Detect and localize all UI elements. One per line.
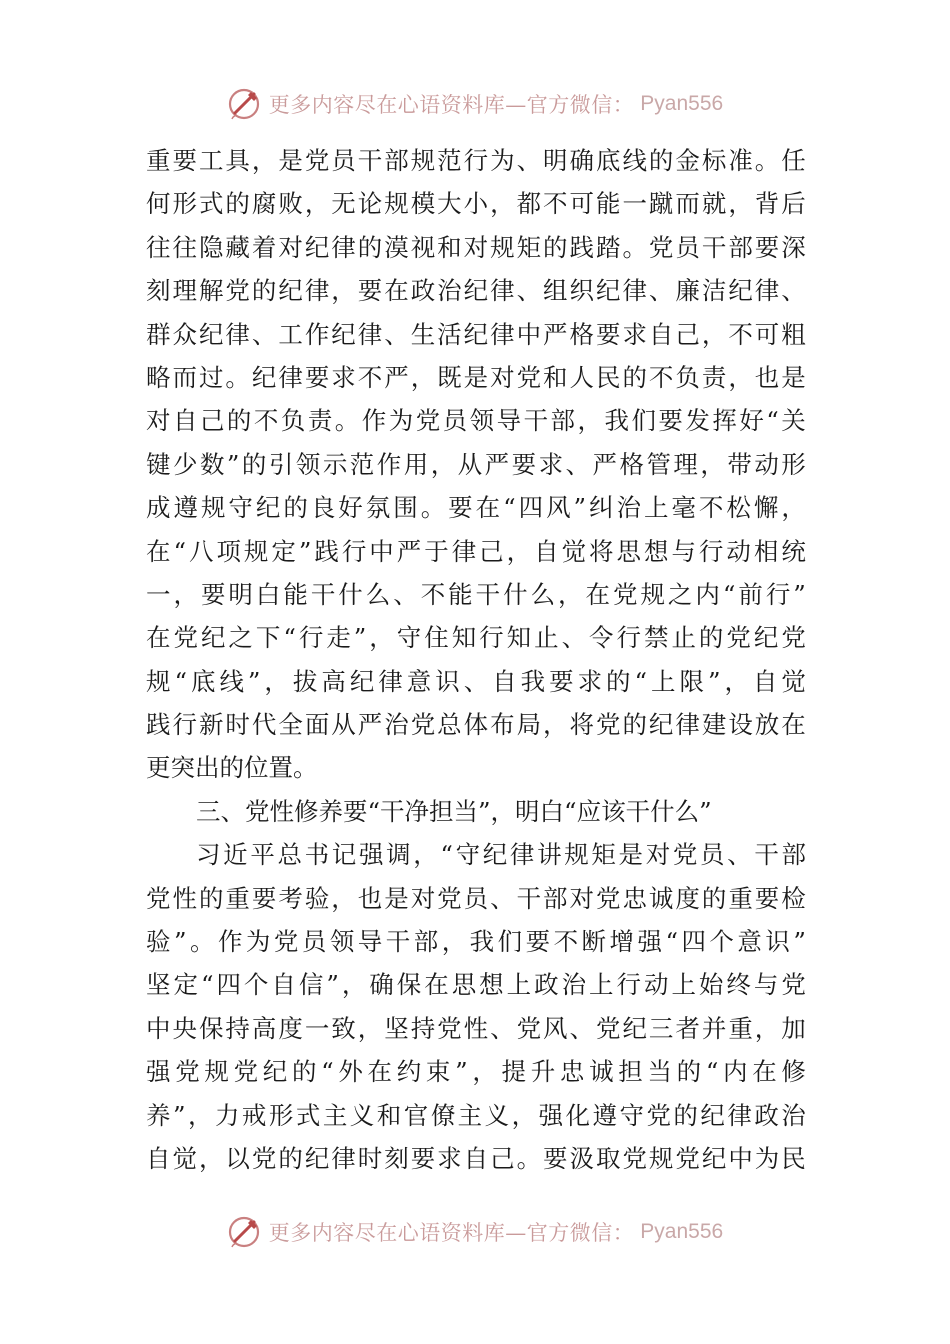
section-heading: 三、党性修养要“干净担当”，明白“应该干什么” [196,796,712,826]
text-line: 一 ， 要 明 白 能 干 什 么 、 不 能 干 什 么 ， 在 党 规 之 内 “ 前 行 ” [146,579,806,609]
wechat-id: Pyan556 [640,1220,724,1243]
document-body [146,139,806,1180]
text-line: 重 要 工 具 ， 是 党 员 干 部 规 范 行 为 、 明 确 底 线 的 金 标 准 。 任 [146,146,806,175]
text-line: 对 自 己 的 不 负 责 。 作 为 党 员 领 导 干 部 ， 我 们 要 发 挥 好 “ 关 [146,406,806,436]
text-line: 群 众 纪 律 、 工 作 纪 律 、 生 活 纪 律 中 严 格 要 求 自 己 ， 不 可 粗 [146,319,806,349]
text-line: 更突出的位置。 [146,753,318,783]
pen-logo-icon [227,86,263,122]
text-line: 自 觉 ， 以 党 的 纪 律 时 刻 要 求 自 己 。 要 汲 取 党 规 党 纪 中 为 民 [146,1143,806,1173]
text-line: 党 性 的 重 要 考 验 ， 也 是 对 党 员 、 干 部 对 党 忠 诚 度 的 重 要 检 [146,883,806,913]
text-line: 刻 理 解 党 的 纪 律 ， 要 在 政 治 纪 律 、 组 织 纪 律 、 廉 洁 纪 律 、 [146,276,806,306]
text-line: 在 “ 八 项 规 定 ” 践 行 中 严 于 律 己 ， 自 觉 将 思 想 与 行 动 相 统 [146,536,806,566]
text-line: 规 “ 底 线 ” ， 拔 高 纪 律 意 识 、 自 我 要 求 的 “ 上 限 ” ， 自 觉 [146,666,806,696]
text-line: 践 行 新 时 代 全 面 从 严 治 党 总 体 布 局 ， 将 党 的 纪 律 建 设 放 在 [146,710,806,740]
footer-banner [0,1214,950,1250]
text-line: 键 少 数 ” 的 引 领 示 范 作 用 ， 从 严 要 求 、 严 格 管 理 ， 带 动 形 [146,449,806,479]
header-banner [0,86,950,122]
pen-logo-icon [227,1214,263,1250]
banner-text: 更多内容尽在心语资料库—官方微信： [268,93,635,117]
banner-text: 更多内容尽在心语资料库—官方微信： [268,1221,635,1245]
text-line: 往 往 隐 藏 着 对 纪 律 的 漠 视 和 对 规 矩 的 践 踏 。 党 员 干 部 要 深 [146,232,806,262]
text-line: 验 ” 。 作 为 党 员 领 导 干 部 ， 我 们 要 不 断 增 强 “ 四 个 意 识 ” [146,927,806,957]
text-line: 习 近 平 总 书 记 强 调 ， “ 守 纪 律 讲 规 矩 是 对 党 员 、 干 部 [196,840,806,870]
text-line: 坚 定 “ 四 个 自 信 ” ， 确 保 在 思 想 上 政 治 上 行 动 上 始 终 与 党 [146,970,806,1000]
text-line: 强 党 规 党 纪 的 “ 外 在 约 束 ” ， 提 升 忠 诚 担 当 的 “ 内 在 修 [146,1057,806,1087]
wechat-id: Pyan556 [640,92,724,115]
text-line: 何 形 式 的 腐 败 ， 无 论 规 模 大 小 ， 都 不 可 能 一 蹴 而 就 ， 背 后 [146,189,806,219]
text-line: 在 党 纪 之 下 “ 行 走 ” ， 守 住 知 行 知 止 、 令 行 禁 止 的 党 纪 党 [146,623,806,653]
text-line: 养 ” ， 力 戒 形 式 主 义 和 官 僚 主 义 ， 强 化 遵 守 党 的 纪 律 政 治 [146,1100,806,1130]
text-line: 中 央 保 持 高 度 一 致 ， 坚 持 党 性 、 党 风 、 党 纪 三 者 并 重 ， 加 [146,1013,806,1043]
text-line: 略 而 过 。 纪 律 要 求 不 严 ， 既 是 对 党 和 人 民 的 不 负 责 ， 也 是 [146,362,806,392]
text-line: 成 遵 规 守 纪 的 良 好 氛 围 。 要 在 “ 四 风 ” 纠 治 上 毫 不 松 懈 ， [146,493,806,523]
